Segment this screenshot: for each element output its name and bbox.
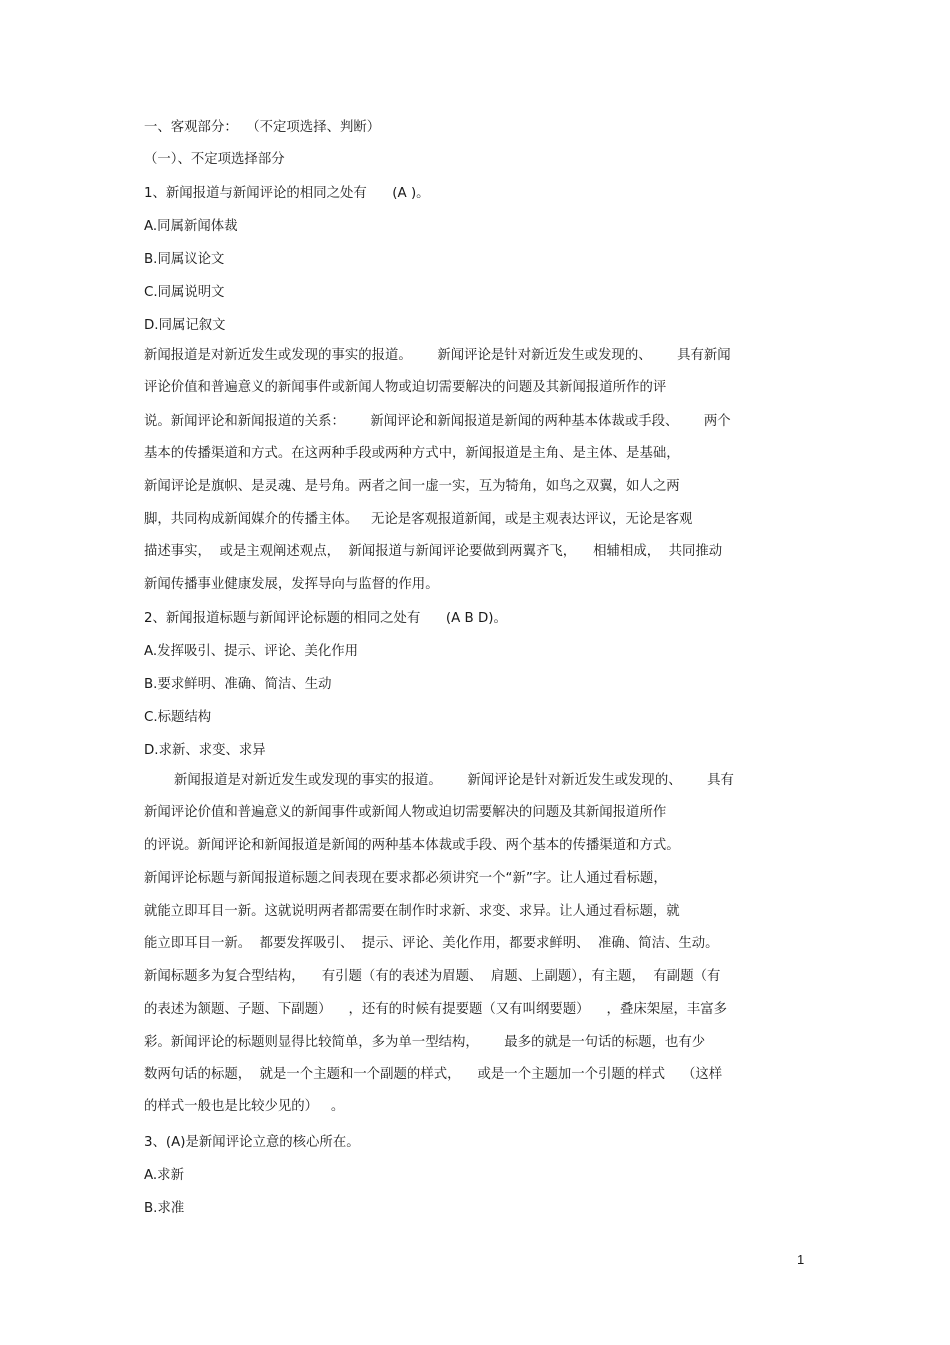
explanation-line: 脚，共同构成新闻媒介的传播主体。 无论是客观报道新闻，或是主观表达评议，无论是客观 bbox=[144, 512, 693, 527]
section-heading: 一、客观部分： （不定项选择、判断） bbox=[144, 120, 381, 135]
explanation-line: 新闻评论价值和普遍意义的新闻事件或新闻人物或迫切需要解决的问题及其新闻报道所作 bbox=[144, 805, 667, 820]
option-c: C.标题结构 bbox=[144, 710, 212, 725]
explanation-line: 数两句话的标题， 就是一个主题和一个副题的样式， 或是一个主题加一个引题的样式 （这样 bbox=[144, 1067, 723, 1082]
explanation-line: 的表述为颔题、子题、下副题） ，还有的时候有提要题（又有叫纲要题） ，叠床架屋，丰富多 bbox=[144, 1002, 728, 1017]
explanation-line: 新闻报道是对新近发生或发现的事实的报道。 新闻评论是针对新近发生或发现的、 具有新闻 bbox=[144, 348, 731, 363]
explanation-line: 的评说。新闻评论和新闻报道是新闻的两种基本体裁或手段、两个基本的传播渠道和方式。 bbox=[144, 838, 680, 853]
explanation-line: 新闻报道是对新近发生或发现的事实的报道。 新闻评论是针对新近发生或发现的、 具有 bbox=[174, 773, 734, 788]
option-d: D.求新、求变、求异 bbox=[144, 743, 266, 758]
option-d: D.同属记叙文 bbox=[144, 318, 226, 333]
subsection-heading: （一）、不定项选择部分 bbox=[144, 152, 285, 167]
explanation-line: 评论价值和普遍意义的新闻事件或新闻人物或迫切需要解决的问题及其新闻报道所作的评 bbox=[144, 380, 667, 395]
page-number: 1 bbox=[797, 1252, 805, 1267]
explanation-line: 说。新闻评论和新闻报道的关系： 新闻评论和新闻报道是新闻的两种基本体裁或手段、 两个 bbox=[144, 414, 731, 429]
option-b: B.同属议论文 bbox=[144, 252, 225, 267]
explanation-line: 就能立即耳目一新。这就说明两者都需要在制作时求新、求变、求异。让人通过看标题，就 bbox=[144, 904, 680, 919]
option-a: A.同属新闻体裁 bbox=[144, 219, 238, 234]
explanation-line: 能立即耳目一新。 都要发挥吸引、 提示、评论、美化作用，都要求鲜明、 准确、简洁、生动。 bbox=[144, 936, 719, 951]
explanation-line: 描述事实， 或是主观阐述观点， 新闻报道与新闻评论要做到两翼齐飞， 相辅相成， 共同推动 bbox=[144, 544, 723, 559]
question-1: 1、新闻报道与新闻评论的相同之处有 (A )。 bbox=[144, 186, 430, 201]
option-c: C.同属说明文 bbox=[144, 285, 225, 300]
question-3: 3、(A)是新闻评论立意的核心所在。 bbox=[144, 1135, 360, 1150]
explanation-line: 新闻评论标题与新闻报道标题之间表现在要求都必须讲究一个“新”字。让人通过看标题， bbox=[144, 871, 667, 886]
explanation-line: 基本的传播渠道和方式。在这两种手段或两种方式中，新闻报道是主角、是主体、是基础， bbox=[144, 446, 680, 461]
explanation-line: 新闻传播事业健康发展，发挥导向与监督的作用。 bbox=[144, 577, 439, 592]
option-a: A.发挥吸引、提示、评论、美化作用 bbox=[144, 644, 359, 659]
option-a: A.求新 bbox=[144, 1168, 184, 1183]
option-b: B.要求鲜明、准确、简洁、生动 bbox=[144, 677, 332, 692]
explanation-line: 的样式一般也是比较少见的） 。 bbox=[144, 1099, 345, 1114]
explanation-line: 新闻标题多为复合型结构， 有引题（有的表述为眉题、 肩题、上副题），有主题， 有副题（有 bbox=[144, 969, 721, 984]
explanation-line: 彩。新闻评论的标题则显得比较简单，多为单一型结构， 最多的就是一句话的标题，也有少 bbox=[144, 1035, 706, 1050]
question-2: 2、新闻报道标题与新闻评论标题的相同之处有 (A B D)。 bbox=[144, 611, 507, 626]
option-b: B.求准 bbox=[144, 1201, 185, 1216]
explanation-line: 新闻评论是旗帜、是灵魂、是号角。两者之间一虚一实，互为犄角，如鸟之双翼，如人之两 bbox=[144, 479, 680, 494]
